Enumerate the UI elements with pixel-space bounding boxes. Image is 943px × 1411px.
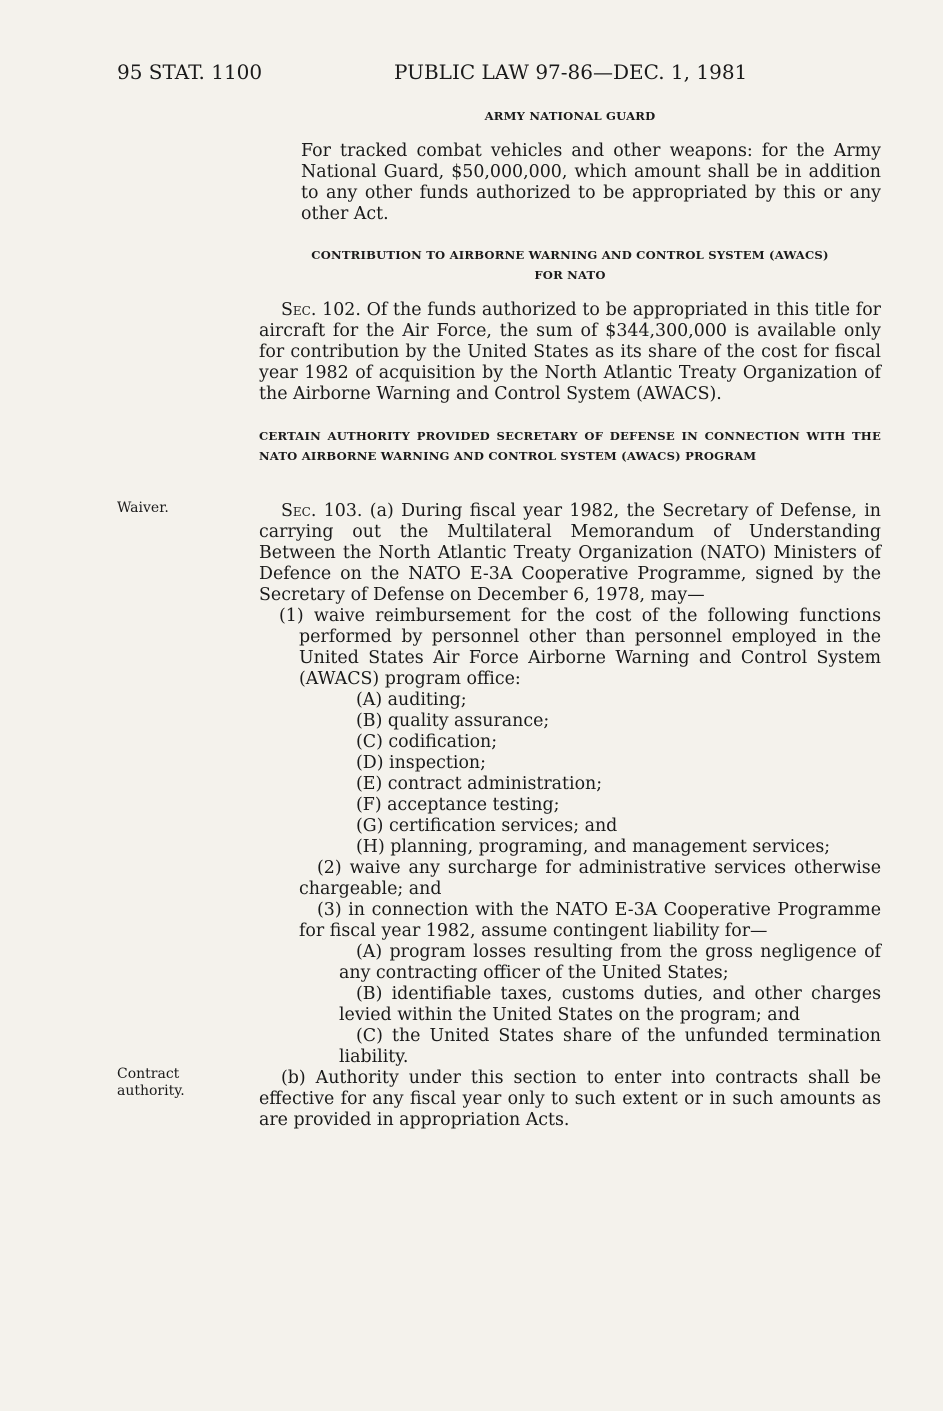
- sec-103-intro-text: (a) During fiscal year 1982, the Secretary of Defense, in carrying out the Multilateral Memorandum of Understanding Between the North Atlantic Treaty Organization (NATO) Ministers of Defence on the NATO E-3A Cooperative Programme, signed by the Secretary of Defense on December 6, 1978, may—: [259, 501, 882, 605]
- list-item: (B) quality assurance;: [356, 711, 550, 731]
- margin-note-contract-authority: [117, 1066, 185, 1100]
- army-guard-paragraph: For tracked combat vehicles and other weapons: for the Army National Guard, $50,000,000, which amount shall be in addition to any other funds authorized to be appropriated by this or any other Act.: [301, 141, 881, 224]
- sec-103-b: (b) Authority under this section to enter into contracts shall be effective for any fiscal year only to such extent or in such amounts as are provided in appropriation Acts.: [259, 1068, 881, 1130]
- awacs-contribution-heading: [259, 245, 881, 285]
- list-item: (D) inspection;: [356, 753, 486, 773]
- sec-103-p2: (2) waive any surcharge for administrative services otherwise chargeable; and: [299, 858, 881, 899]
- law-title: PUBLIC LAW 97-86—DEC. 1, 1981: [394, 60, 748, 84]
- contract-authority-line1: Contract: [117, 1066, 180, 1082]
- certain-authority-heading: CERTAIN AUTHORITY PROVIDED SECRETARY OF DEFENSE IN CONNECTION WITH THE NATO AIRBORNE WARNING AND CONTROL SYSTEM (AWACS) PROGRAM: [259, 429, 881, 463]
- sec-102-label: Sec. 102.: [281, 300, 361, 320]
- awacs-heading-line1: CONTRIBUTION TO AIRBORNE WARNING AND CONTROL SYSTEM (AWACS): [311, 248, 829, 262]
- margin-note-waiver: Waiver.: [117, 500, 169, 516]
- sec-103: [259, 501, 881, 1131]
- sec-103-p3-b: (B) identifiable taxes, customs duties, and other charges levied within the United States on the program; and: [339, 984, 881, 1025]
- sec-103-p3: (3) in connection with the NATO E-3A Cooperative Programme for fiscal year 1982, assume contingent liability for—: [299, 900, 881, 941]
- list-item: (C) codification;: [356, 732, 498, 752]
- awacs-heading-line2: FOR NATO: [534, 268, 606, 282]
- list-item: (F) acceptance testing;: [356, 795, 560, 815]
- sec-102-text: Of the funds authorized to be appropriated in this title for aircraft for the Air Force, the sum of $344,300,000 is available only for contribution by the United States as its share of the cost for fiscal year 1982 of acquisition by the North Atlantic Treaty Organization of the Airborne Warning and Control System (AWACS).: [259, 300, 881, 404]
- sec-103-p1: (1) waive reimbursement for the cost of the following functions performed by personnel other than personnel employed in the United States Air Force Airborne Warning and Control System (AWACS) program office:: [279, 606, 881, 689]
- sec-103-p1-items: [356, 690, 881, 858]
- sec-103-p3-c: (C) the United States share of the unfunded termination liability.: [339, 1026, 881, 1067]
- contract-authority-line2: authority.: [117, 1083, 185, 1099]
- sec-103-label: Sec. 103.: [281, 501, 363, 521]
- sec-103-p3-a: (A) program losses resulting from the gross negligence of any contracting officer of the United States;: [339, 942, 881, 983]
- page-citation: 95 STAT. 1100: [117, 60, 263, 84]
- list-item: (A) auditing;: [356, 690, 467, 710]
- army-guard-heading: ARMY NATIONAL GUARD: [484, 109, 656, 123]
- list-item: (H) planning, programing, and management services;: [356, 837, 831, 857]
- sec-103-intro: [259, 501, 881, 606]
- list-item: (G) certification services; and: [356, 816, 618, 836]
- list-item: (E) contract administration;: [356, 774, 603, 794]
- running-head: [117, 60, 877, 90]
- sec-102-paragraph: [259, 300, 881, 405]
